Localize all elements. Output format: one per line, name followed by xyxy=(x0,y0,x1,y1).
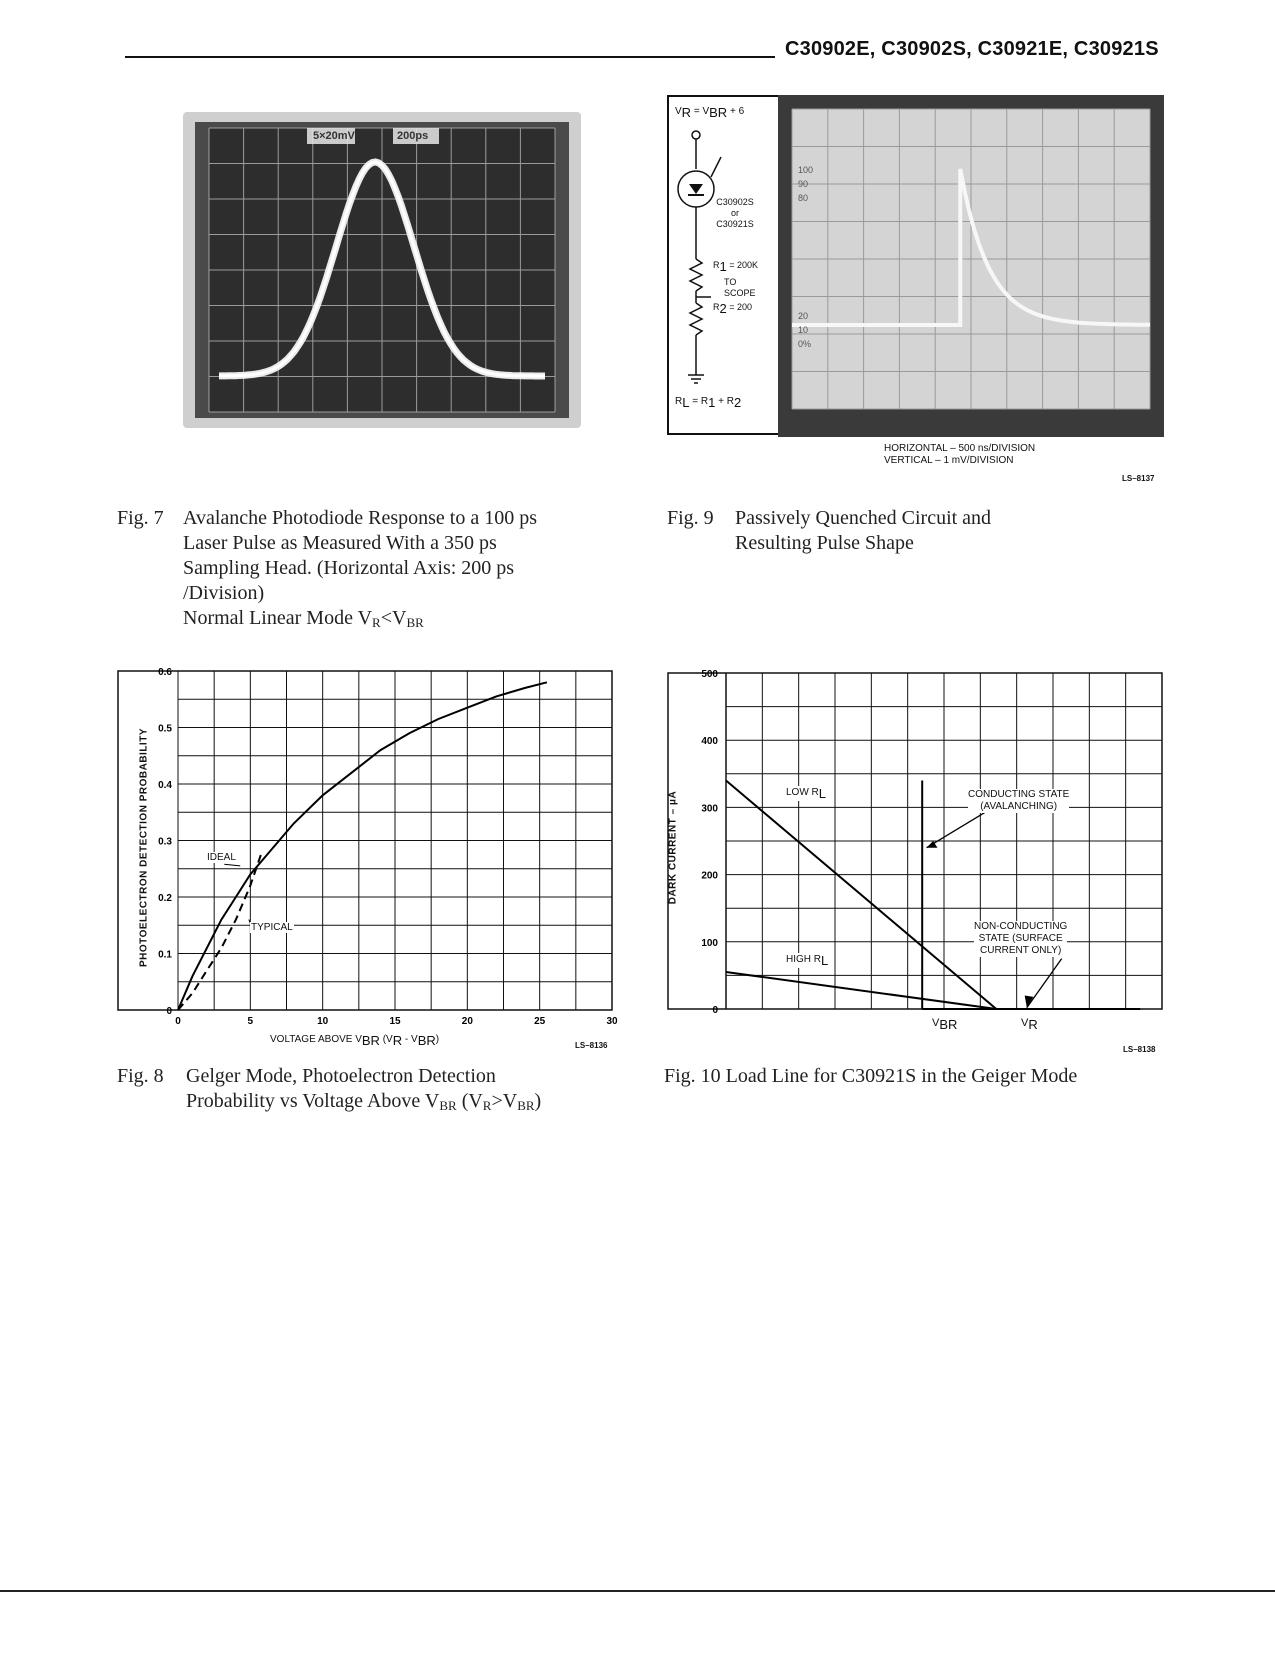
fig10-series-line xyxy=(726,972,996,1009)
fig9-top-label: $V_R = V_{BR} + 6$ xyxy=(675,105,745,120)
fig10-series-line xyxy=(726,781,996,1010)
fig8-ytick-label: 0.2 xyxy=(158,893,172,904)
fig7-caption-line: Avalanche Photodiode Response to a 100 ps xyxy=(183,507,538,529)
fig10-xtick-vbr: $V_{BR}$ xyxy=(932,1017,958,1032)
fig8-chart xyxy=(110,665,630,1065)
fig9-vertical-note: VERTICAL – 1 mV/DIVISION xyxy=(884,455,1014,466)
header-rule xyxy=(125,56,775,58)
fig10-label-high-rl: HIGH $R_L$ xyxy=(786,953,829,968)
fig10-ytick-label: 500 xyxy=(701,669,718,680)
fig10-ylabel: DARK CURRENT – μA xyxy=(667,790,679,905)
fig9-scope-photo xyxy=(778,95,1164,437)
fig8-caption-line: Gelger Mode, Photoelectron Detection xyxy=(186,1065,496,1087)
fig10-ls-code: LS–8138 xyxy=(1123,1045,1156,1054)
fig10-arrow xyxy=(927,811,988,848)
fig9-caption-number: Fig. 9 xyxy=(667,507,714,529)
fig9-to-scope-label: TO SCOPE xyxy=(724,277,756,298)
fig10-arrow xyxy=(1027,959,1062,1008)
fig9-panel xyxy=(667,95,1162,435)
fig8-caption-number: Fig. 8 xyxy=(117,1065,164,1087)
fig7-scope-screen xyxy=(183,112,581,428)
fig8-ytick-label: 0.5 xyxy=(158,723,172,735)
fig8-label-typical: TYPICAL xyxy=(251,922,293,933)
fig8-ytick-label: 0.3 xyxy=(158,836,172,848)
fig9-scope-mark-90: 90 xyxy=(798,179,809,189)
fig7-readout-left: 5×20mV xyxy=(313,130,355,142)
fig9-caption-line: Resulting Pulse Shape xyxy=(735,532,914,554)
fig8-ytick-label: 0 xyxy=(166,1006,172,1017)
fig8-series-ideal xyxy=(178,682,547,1010)
fig9-scope-mark-80: 80 xyxy=(798,193,809,203)
fig8-xtick-label: 20 xyxy=(461,1016,473,1027)
fig10-caption: Fig. 10 Load Line for C30921S in the Geiger Mode xyxy=(664,1065,1078,1087)
fig9-ls-code: LS–8137 xyxy=(1122,474,1155,483)
fig9-scope-screen xyxy=(778,95,1164,437)
fig10-ytick-label: 400 xyxy=(701,736,718,748)
fig8-xlabel: VOLTAGE ABOVE $V_{BR}$ $(V_R - V_{BR})$ xyxy=(270,1033,440,1048)
fig10-label-conducting: CONDUCTING STATE (AVALANCHING) xyxy=(968,789,1070,812)
page-header-title: C30902E, C30902S, C30921E, C30921S xyxy=(785,38,1159,60)
fig8-ytick-label: 0.4 xyxy=(158,780,172,791)
fig8-ylabel: PHOTOELECTRON DETECTION PROBABILITY xyxy=(138,728,150,967)
fig9-horizontal-note: HORIZONTAL – 500 ns/DIVISION xyxy=(884,443,1036,454)
fig7-caption-line: Laser Pulse as Measured With a 350 ps xyxy=(183,532,497,554)
fig10-ytick-label: 100 xyxy=(701,937,718,949)
fig10-chart xyxy=(660,665,1180,1065)
fig10-xtick-vr: $V_R$ xyxy=(1021,1017,1038,1032)
fig7-readout-right: 200ps xyxy=(397,130,429,142)
fig7-caption-mode: Normal Linear Mode $V_R<V_{BR}$ xyxy=(183,607,424,630)
fig8-label-ideal: IDEAL xyxy=(207,852,236,863)
fig8-caption-line: Probability vs Voltage Above $V_{BR}$ $(V_R>V_{BR})$ xyxy=(186,1090,542,1113)
fig9-rl-label: $R_L = R_1 + R_2$ xyxy=(675,395,742,410)
fig9-r2-label: $R_2 = 200$ xyxy=(713,301,753,316)
fig10-label-low-rl: LOW $R_L$ xyxy=(786,786,827,801)
fig10-ytick-label: 200 xyxy=(701,870,718,882)
fig10-ytick-label: 300 xyxy=(701,803,718,815)
fig8-ytick-label: 0.6 xyxy=(158,667,172,678)
fig8-ytick-label: 0.1 xyxy=(158,949,172,961)
fig9-r1-label: $R_1 = 200K$ xyxy=(713,259,759,274)
fig7-caption-line: Sampling Head. (Horizontal Axis: 200 ps xyxy=(183,557,515,579)
fig8-xtick-label: 10 xyxy=(317,1016,329,1027)
fig9-scope-mark-0: 0% xyxy=(798,339,812,349)
fig7-photo xyxy=(183,112,581,428)
fig8-ls-code: LS–8136 xyxy=(575,1041,608,1050)
footer-rule xyxy=(0,1590,1275,1592)
fig7-caption-line: /Division) xyxy=(183,582,265,604)
fig7-caption-number: Fig. 7 xyxy=(117,507,164,529)
fig9-caption-line: Passively Quenched Circuit and xyxy=(735,507,992,529)
fig8-xtick-label: 0 xyxy=(175,1016,181,1027)
fig8-xtick-label: 25 xyxy=(534,1016,546,1027)
fig9-scope-mark-100: 100 xyxy=(798,165,814,175)
fig10-label-nonconducting: NON-CONDUCTING STATE (SURFACE CURRENT ONLY) xyxy=(974,921,1068,956)
fig10-ytick-label: 0 xyxy=(712,1005,718,1016)
fig9-scope-mark-10: 10 xyxy=(798,325,809,335)
fig8-xtick-label: 5 xyxy=(247,1016,254,1027)
fig8-xtick-label: 30 xyxy=(606,1016,618,1027)
fig9-device-label: C30902S or C30921S xyxy=(716,197,754,229)
fig9-scope-mark-20: 20 xyxy=(798,311,809,321)
fig8-xtick-label: 15 xyxy=(389,1016,401,1027)
